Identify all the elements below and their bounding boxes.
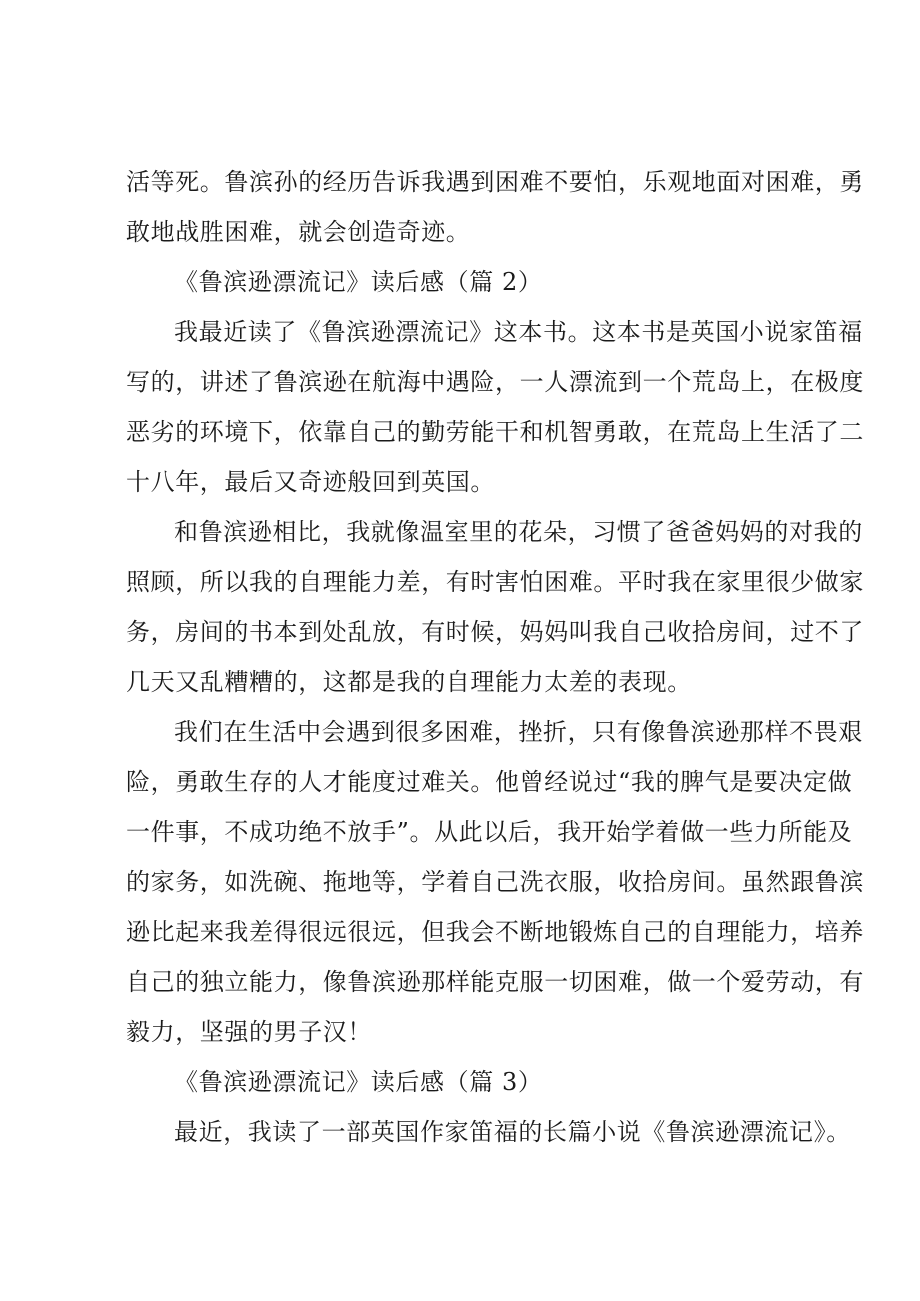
- text-line: 一件事，不成功绝不放手”。从此以后，我开始学着做一些力所能及: [126, 818, 853, 846]
- text-line: 十八年，最后又奇迹般回到英国。: [126, 468, 495, 496]
- text-line: 毅力，坚强的男子汉！: [126, 1018, 372, 1046]
- section-heading: 《鲁滨逊漂流记》读后感（篇 3）: [174, 1068, 543, 1096]
- text-line: 恶劣的环境下，依靠自己的勤劳能干和机智勇敢，在荒岛上生活了二: [126, 418, 864, 446]
- text-line: 敢地战胜困难，就会创造奇迹。: [126, 218, 471, 246]
- section-heading: 《鲁滨逊漂流记》读后感（篇 2）: [174, 268, 543, 296]
- text-line: 写的，讲述了鲁滨逊在航海中遇险，一人漂流到一个荒岛上，在极度: [126, 368, 864, 396]
- text-line: 的家务，如洗碗、拖地等，学着自己洗衣服，收拾房间。虽然跟鲁滨: [126, 868, 864, 896]
- text-line: 活等死。鲁滨孙的经历告诉我遇到困难不要怕，乐观地面对困难，勇: [126, 168, 864, 196]
- text-line: 我最近读了《鲁滨逊漂流记》这本书。这本书是英国小说家笛福: [174, 318, 863, 346]
- text-line: 几天又乱糟糟的，这都是我的自理能力太差的表现。: [126, 668, 692, 696]
- text-line: 务，房间的书本到处乱放，有时候，妈妈叫我自己收拾房间，过不了: [126, 618, 864, 646]
- text-line: 自己的独立能力，像鲁滨逊那样能克服一切困难，做一个爱劳动，有: [126, 968, 864, 996]
- text-line: 我们在生活中会遇到很多困难，挫折，只有像鲁滨逊那样不畏艰: [174, 718, 863, 746]
- text-line: 照顾，所以我的自理能力差，有时害怕困难。平时我在家里很少做家: [126, 568, 864, 596]
- text-line: 和鲁滨逊相比，我就像温室里的花朵，习惯了爸爸妈妈的对我的: [174, 518, 863, 546]
- text-line: 最近，我读了一部英国作家笛福的长篇小说《鲁滨逊漂流记》。: [174, 1118, 851, 1146]
- text-line: 险，勇敢生存的人才能度过难关。他曾经说过“我的脾气是要决定做: [126, 768, 853, 796]
- text-line: 逊比起来我差得很远很远，但我会不断地锻炼自己的自理能力，培养: [126, 918, 864, 946]
